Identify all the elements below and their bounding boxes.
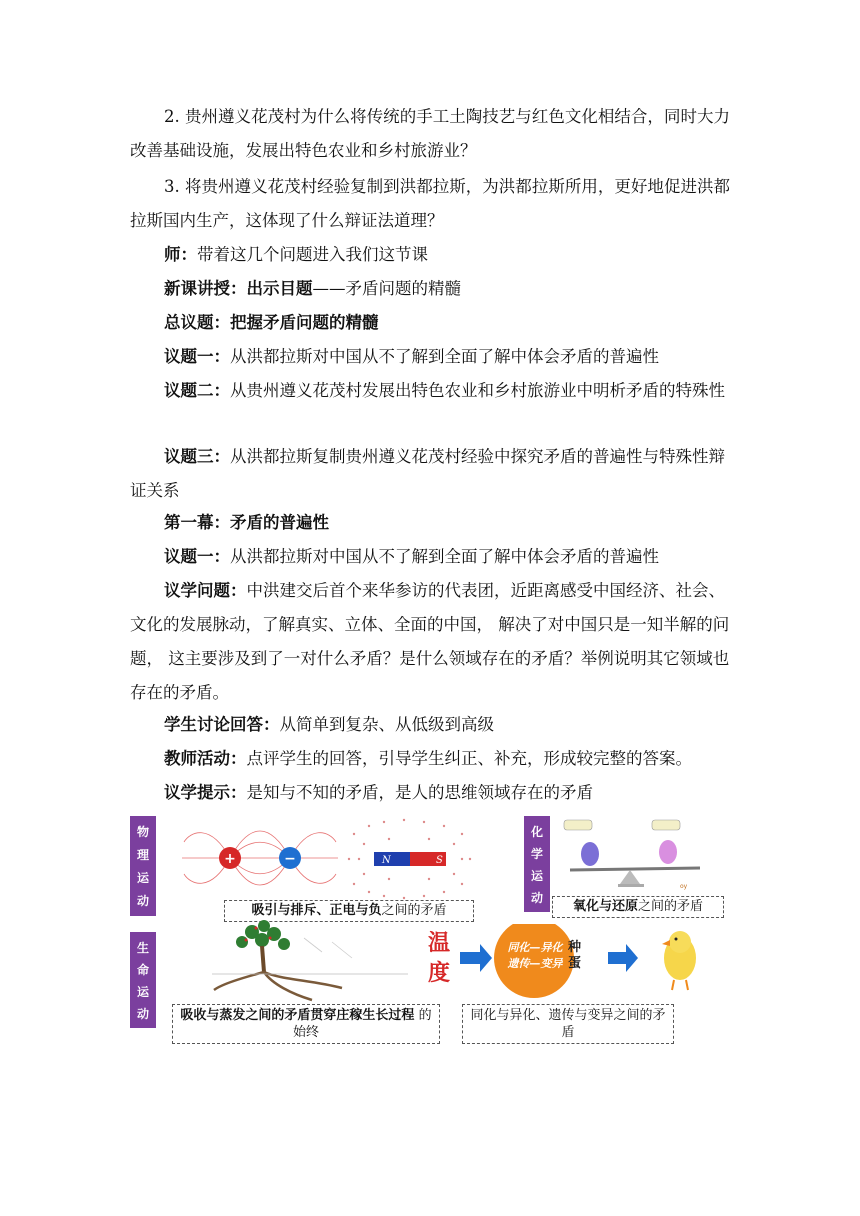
topic-2 [130, 374, 730, 408]
teacher-activity-text: 点评学生的回答，引导学生纠正、补充，形成较完整的答案。 [246, 749, 692, 768]
topic-3-text: 从洪都拉斯复制贵州遵义花茂村经验中探究矛盾的普遍性与特殊性辩证关系 [130, 447, 725, 500]
study-hint-label: 议学提示： [164, 783, 247, 802]
plus-sign: + [224, 851, 236, 867]
topic-1-repeat-label: 议题一： [164, 547, 230, 566]
study-hint [164, 776, 593, 810]
temperature-text: 温度 [428, 930, 451, 986]
magnet-s-label: S [436, 855, 443, 866]
electric-field-diagram [180, 812, 338, 904]
topic-2-text: 从贵州遵义花茂村发展出特色农业和乡村旅游业中明析矛盾的特殊性 [230, 381, 725, 400]
chemistry-motion-label [524, 816, 550, 912]
svg-text:oy: oy [680, 883, 688, 890]
physics-caption-normal: 之间的矛盾 [381, 903, 447, 918]
chem-char-2: 学 [530, 846, 543, 861]
life-char-2: 命 [136, 962, 149, 977]
student-answer-text: 从简单到复杂、从低级到高级 [279, 715, 494, 734]
physics-caption-bold: 吸引与排斥、正电与负 [251, 903, 382, 918]
teacher-activity [164, 742, 692, 776]
plant-caption [172, 1004, 440, 1044]
teacher-line [164, 238, 428, 272]
chemistry-caption [552, 896, 724, 918]
circle-line-1: 同化—异化 [507, 941, 563, 954]
physics-char-4: 动 [136, 894, 149, 908]
circle-line-2: 遗传—变异 [507, 957, 563, 970]
chemistry-caption-bold: 氧化与还原 [572, 899, 638, 914]
physics-motion-label [130, 816, 156, 916]
topic-1-repeat [164, 540, 659, 574]
study-question-text: 中洪建交后首个来华参访的代表团，近距离感受中国经济、社会、文化的发展脉动，了解真实、立体、全面的中国， 解决了对中国只是一知半解的问题， 这主要涉及到了一对什么矛盾？是什么领域存在的矛盾？举例说明其它领域也存在的矛盾。 [130, 581, 730, 702]
arrow-2-icon [608, 944, 638, 972]
heredity-caption: 同化与异化、遗传与变异之间的矛盾 [462, 1004, 674, 1044]
teacher-label: 师： [164, 245, 197, 264]
topic-1-label: 议题一： [164, 347, 230, 366]
topic-3-label: 议题三： [164, 447, 230, 466]
topic-1 [164, 340, 659, 374]
question-3: 3. 将贵州遵义花茂村经验复制到洪都拉斯，为洪都拉斯所用，更好地促进洪都拉斯国内生产，这体现了什么辩证法道理？ [130, 177, 730, 230]
magnet-n-label: N [382, 855, 391, 866]
study-question [130, 574, 730, 710]
arrow-1-icon [460, 944, 492, 972]
egg-text: 种蛋 [568, 940, 582, 971]
circle-text [496, 940, 574, 972]
physics-char-1: 物 [136, 825, 149, 839]
life-char-1: 生 [136, 940, 149, 955]
new-lesson-label: 新课讲授：出示目题 [164, 279, 313, 298]
minus-sign: − [284, 851, 296, 867]
student-answer-label: 学生讨论回答： [164, 715, 280, 734]
study-question-label: 议学问题： [164, 581, 247, 600]
physics-char-2: 理 [136, 848, 149, 862]
life-char-4: 动 [136, 1006, 149, 1021]
topic-1-text: 从洪都拉斯对中国从不了解到全面了解中体会矛盾的普遍性 [230, 347, 659, 366]
motion-contradiction-figure [128, 812, 728, 1052]
life-motion-label [130, 932, 156, 1028]
act-1-heading [164, 506, 329, 540]
topic-3 [130, 440, 730, 508]
topic-1-repeat-text: 从洪都拉斯对中国从不了解到全面了解中体会矛盾的普遍性 [230, 547, 659, 566]
redox-seesaw-illustration [560, 816, 720, 892]
magnet-field-diagram [344, 814, 474, 904]
act-1-label: 第一幕：矛盾的普遍性 [164, 513, 329, 532]
magnet-north [374, 852, 410, 866]
plant-caption-bold: 吸收与蒸发之间的矛盾贯穿庄稼生长过程 [180, 1008, 415, 1023]
plant-caption-normal: 的始终 [292, 1008, 432, 1040]
life-char-3: 运 [136, 984, 149, 999]
chem-char-3: 运 [530, 868, 543, 883]
overall-topic-label: 总议题：把握矛盾问题的精髓 [164, 313, 379, 332]
chem-char-4: 动 [530, 890, 543, 905]
student-answer [164, 708, 494, 742]
plant-illustration [212, 918, 412, 1004]
overall-topic [164, 306, 379, 340]
topic-2-label: 议题二： [164, 381, 230, 400]
chem-char-1: 化 [530, 824, 543, 839]
chemistry-caption-normal: 之间的矛盾 [638, 899, 704, 914]
new-lesson-text: ——矛盾问题的精髓 [312, 279, 461, 298]
study-hint-text: 是知与不知的矛盾，是人的思维领域存在的矛盾 [246, 783, 593, 802]
question-2: 2. 贵州遵义花茂村为什么将传统的手工土陶技艺与红色文化相结合，同时大力改善基础设施，发展出特色农业和乡村旅游业？ [130, 107, 730, 160]
new-lesson-line [164, 272, 461, 306]
teacher-text: 带着这几个问题进入我们这节课 [197, 245, 428, 264]
physics-char-3: 运 [136, 871, 149, 885]
teacher-activity-label: 教师活动： [164, 749, 247, 768]
